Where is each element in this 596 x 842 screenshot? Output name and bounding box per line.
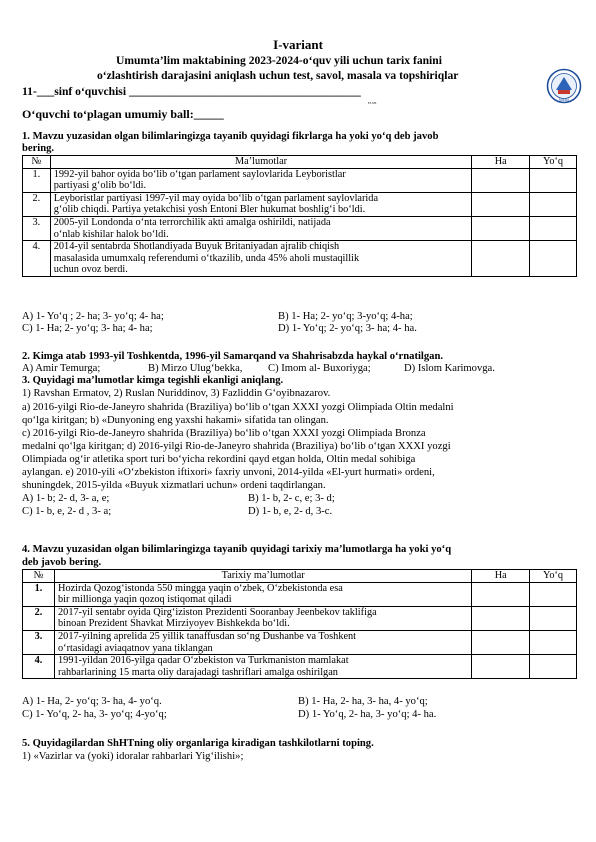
title-line-1: Umumta’lim maktabining 2023-2024-o‘quv yili uchun tarix fanini bbox=[116, 54, 442, 67]
no-cell[interactable] bbox=[530, 582, 577, 606]
table-row: 3. 2005-yil Londonda o‘nta terrorchilik akti amalga oshirildi, natijada o‘nlab kishilar halok bo‘ldi. bbox=[23, 216, 577, 240]
school-emblem-icon bbox=[546, 68, 582, 104]
q1-answer-a[interactable]: A) 1- Yo‘q ; 2- ha; 3- yo‘q; 4- ha; bbox=[22, 311, 164, 322]
yes-cell[interactable] bbox=[472, 582, 530, 606]
q2-answer-a[interactable]: A) Amir Temurga; bbox=[22, 363, 101, 374]
yes-cell[interactable] bbox=[472, 168, 530, 192]
yes-cell[interactable] bbox=[472, 241, 530, 277]
q4-table bbox=[22, 569, 577, 679]
q2-answer-c[interactable]: C) Imom al- Buxoriyga; bbox=[268, 363, 371, 374]
table-row: 3. 2017-yilning aprelida 25 yillik tanaffusdan so‘ng Dushanbe va Toshkent o‘rtasidagi aviaqatnov yana tiklangan bbox=[23, 630, 577, 654]
table-row: 4. 1991-yildan 2016-yilga qadar O‘zbekiston va Turkmaniston mamlakat rahbarlarining 15 marta oliy darajadagi tashriflari amalga oshirilgan bbox=[23, 655, 577, 679]
q3-line-4: medalni qo‘lga kiritgan; d) 2016-yilgi Rio-de-Janeyro shahrida (Braziliya) bo‘lib o‘tgan XXXI yozgi bbox=[22, 441, 451, 452]
q2-text: 2. Kimga atab 1993-yil Toshkentda, 1996-yil Samarqand va Shahrisabzda haykal o‘rnatilgan. bbox=[22, 351, 443, 362]
col-yes: Ha bbox=[472, 156, 530, 169]
q2-answer-b[interactable]: B) Mirzo Ulug‘bekka, bbox=[148, 363, 243, 374]
q3-answer-b[interactable]: B) 1- b, 2- c, e; 3- d; bbox=[248, 493, 335, 504]
table-row: 4. 2014-yil sentabrda Shotlandiyada Buyuk Britaniyadan ajralib chiqish masalasida umumxalq referendumi o‘tkazilib, unda 45% aholi mustaqillik uchun ovoz berdi. bbox=[23, 241, 577, 277]
col-number: № bbox=[23, 570, 55, 583]
title-line-2: o‘zlashtirish darajasini aniqlash uchun test, savol, masala va topshiriqlar bbox=[97, 69, 459, 82]
class-label: 11-___sinf o‘quvchisi ________________________________________ bbox=[22, 85, 361, 98]
q4-intro: 4. Mavzu yuzasidan olgan bilimlaringizga tayanib quyidagi tarixiy ma’lumotlarga ha yoki yo‘q bbox=[22, 544, 452, 555]
yes-cell[interactable] bbox=[472, 216, 530, 240]
q3-line-7: shuningdek, 2015-yilda «Buyuk xizmatlari uchun» ordeni taqdirlangan. bbox=[22, 480, 326, 491]
q4-table-header bbox=[23, 570, 577, 583]
q3-line-2: qo‘lga kiritgan; b) «Dunyoning eng yaxshi hakami» sifatida tan olingan. bbox=[22, 415, 329, 426]
col-yes: Ha bbox=[472, 570, 530, 583]
yes-cell[interactable] bbox=[472, 606, 530, 630]
q4-answer-b[interactable]: B) 1- Ha, 2- ha, 3- ha, 4- yo‘q; bbox=[298, 696, 428, 707]
no-cell[interactable] bbox=[530, 192, 577, 216]
q2-answer-d[interactable]: D) Islom Karimovga. bbox=[404, 363, 495, 374]
no-cell[interactable] bbox=[530, 168, 577, 192]
q1-answer-d[interactable]: D) 1- Yo‘q; 2- yo‘q; 3- ha; 4- ha. bbox=[278, 323, 417, 334]
q1-intro: 1. Mavzu yuzasidan olgan bilimlaringizga tayanib quyidagi fikrlarga ha yoki yo‘q deb javob bbox=[22, 131, 439, 142]
yes-cell[interactable] bbox=[472, 630, 530, 654]
q3-line-1: a) 2016-yilgi Rio-de-Janeyro shahrida (Braziliya) bo‘lib o‘tgan XXXI yozgi Olimpiada Oltin medalni bbox=[22, 402, 454, 413]
q4-answer-c[interactable]: C) 1- Yo‘q, 2- ha, 3- yo‘q; 4-yo‘q; bbox=[22, 709, 167, 720]
q1-table bbox=[22, 155, 577, 277]
q3-text: 3. Quyidagi ma’lumotlar kimga tegishli ekanligi aniqlang. bbox=[22, 375, 284, 386]
no-cell[interactable] bbox=[530, 216, 577, 240]
q3-answer-c[interactable]: C) 1- b, e, 2- d , 3- a; bbox=[22, 506, 112, 517]
no-cell[interactable] bbox=[530, 630, 577, 654]
q4-answer-a[interactable]: A) 1- Ha, 2- yo‘q; 3- ha, 4- yo‘q. bbox=[22, 696, 162, 707]
q4-answer-d[interactable]: D) 1- Yo‘q, 2- ha, 3- yo‘q; 4- ha. bbox=[298, 709, 437, 720]
variant-title: I-variant bbox=[273, 37, 323, 52]
logo-text: RAKBA bbox=[558, 98, 570, 102]
table-row: 2. 2017-yil sentabr oyida Qirg‘iziston Prezidenti Sooranbay Jeenbekov taklifiga binoan Prezident Shavkat Mirziyoyev Bishkekda bo‘ldi. bbox=[23, 606, 577, 630]
col-info: Ma’lumotlar bbox=[50, 156, 472, 169]
q1-table-header bbox=[23, 156, 577, 169]
q3-answer-d[interactable]: D) 1- b, e, 2- d, 3-c. bbox=[248, 506, 333, 517]
table-row: 2. Leyboristlar partiyasi 1997-yil may oyida bo‘lib o‘tgan parlament saylovlarida g‘olib chiqdi. Partiya yetakchisi yosh Entoni Bler hukumat boshlig‘i bo‘ldi. bbox=[23, 192, 577, 216]
q1-answer-c[interactable]: C) 1- Ha; 2- yo‘q; 3- ha; 4- ha; bbox=[22, 323, 153, 334]
yes-cell[interactable] bbox=[472, 192, 530, 216]
no-cell[interactable] bbox=[530, 655, 577, 679]
q1-intro-2: bering. bbox=[22, 143, 55, 154]
col-info: Tarixiy ma’lumotlar bbox=[55, 570, 472, 583]
q1-answer-b[interactable]: B) 1- Ha; 2- yo‘q; 3-yo‘q; 4-ha; bbox=[278, 311, 413, 322]
col-no: Yo‘q bbox=[530, 156, 577, 169]
q3-names: 1) Ravshan Ermatov, 2) Ruslan Nuriddinov, 3) Fazliddin G‘oyibnazarov. bbox=[22, 388, 331, 399]
table-row: 1. Hozirda Qozog‘istonda 550 mingga yaqin o‘zbek, O‘zbekistonda esa bir millionga yaqin qozoq istiqomat qiladi bbox=[23, 582, 577, 606]
yes-cell[interactable] bbox=[472, 655, 530, 679]
total-points: O‘quvchi to‘plagan umumiy ball:_____ bbox=[22, 107, 224, 121]
no-cell[interactable] bbox=[530, 606, 577, 630]
q3-line-5: Olimpiada og‘ir atletika sport turi bo‘yicha rekordini qayd etgan holda, Oltin medal sohibiga bbox=[22, 454, 416, 465]
q3-answer-a[interactable]: A) 1- b; 2- d, 3- a, e; bbox=[22, 493, 110, 504]
q3-line-6: aylangan. e) 2010-yili «O‘zbekiston iftixori» faxriy unvoni, 2014-yilda «El-yurt hurmati» ordeni, bbox=[22, 467, 435, 478]
q4-intro-2: deb javob bering. bbox=[22, 557, 102, 568]
col-no: Yo‘q bbox=[530, 570, 577, 583]
q5-text: 5. Quyidagilardan ShHTning oliy organlariga kiradigan tashkilotlarni toping. bbox=[22, 738, 374, 749]
fish-mark: F.I.SH. bbox=[368, 101, 377, 105]
table-row: 1. 1992-yil bahor oyida bo‘lib o‘tgan parlament saylovlarida Leyboristlar partiyasi g‘olib bo‘ldi. bbox=[23, 168, 577, 192]
no-cell[interactable] bbox=[530, 241, 577, 277]
col-number: № bbox=[23, 156, 51, 169]
q3-line-3: c) 2016-yilgi Rio-de-Janeyro shahrida (Braziliya) bo‘lib o‘tgan XXXI yozgi Olimpiada Bronza bbox=[22, 428, 426, 439]
q5-line-1: 1) «Vazirlar va (yoki) idoralar rahbarlari Yig‘ilishi»; bbox=[22, 751, 244, 762]
